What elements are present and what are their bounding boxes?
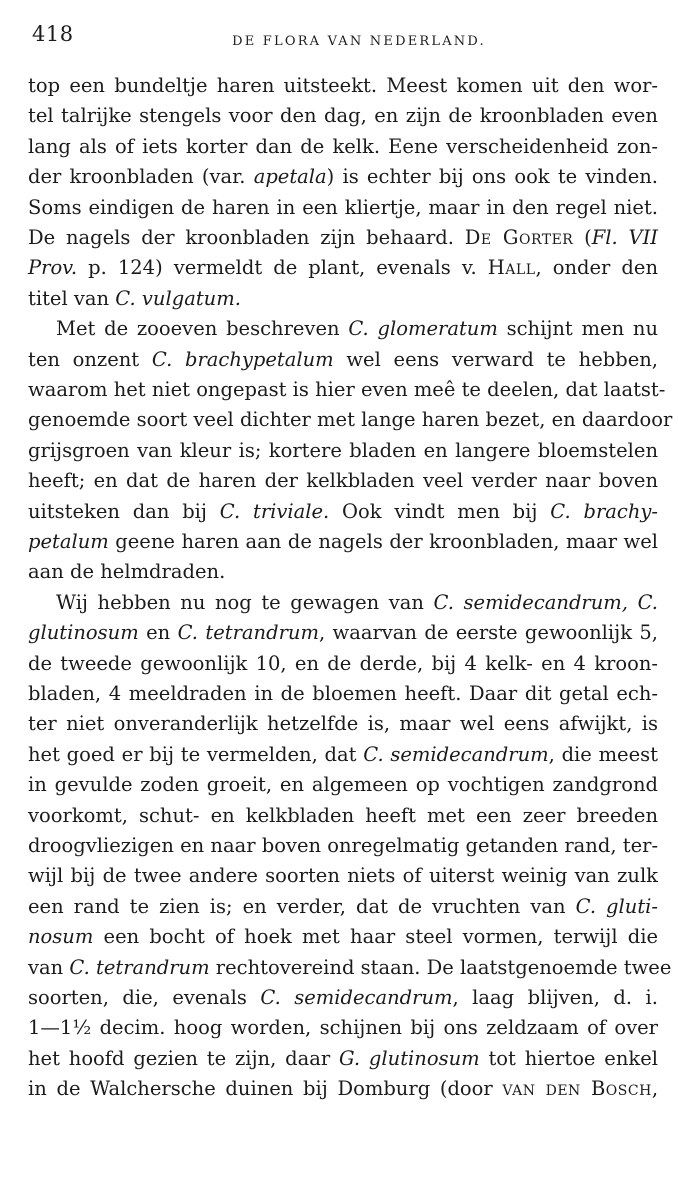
italic-text: C. tetrandrum [177, 621, 319, 645]
italic-text: C. brachy- [550, 499, 658, 523]
text-line [28, 437, 658, 465]
text-segment: lang als of iets korter dan de kelk. Eene verscheidenheid zon- [28, 134, 658, 158]
text-segment: het goed er bij te vermelden, dat [28, 742, 364, 766]
text-line [28, 893, 658, 921]
text-segment: De nagels der kroonbladen zijn behaard. [28, 226, 465, 249]
text-segment: aan de helmdraden. [28, 560, 226, 584]
italic-text: C. brachypetalum [151, 347, 334, 371]
text-line [28, 406, 673, 434]
text-line [28, 102, 658, 130]
text-segment: tot hiertoe enkel [479, 1046, 658, 1070]
text-segment: Met de zooeven beschreven [56, 317, 349, 341]
text-segment: wel eens verward te hebben, [333, 347, 659, 371]
text-segment: genoemde soort veel dichter met lange haren bezet, en daardoor [28, 408, 673, 432]
text-segment: waarom het niet ongepast is hier even meê te deelen, dat laatst- [28, 378, 666, 401]
page-header [28, 22, 650, 52]
italic-text: Prov. [28, 256, 78, 280]
running-title: DE FLORA VAN NEDERLAND. [232, 34, 486, 49]
text-line [28, 224, 658, 252]
text-segment: p. 124) vermeldt de plant, evenals v. [77, 256, 488, 280]
text-line [28, 346, 658, 374]
italic-text: C. semidecandrum [260, 986, 453, 1009]
text-segment: een bocht of hoek met haar steel vormen, terwijl die [93, 925, 658, 949]
text-segment: en [138, 621, 178, 645]
text-segment: ter niet onveranderlijk hetzelfde is, maar wel eens afwijkt, is [28, 712, 658, 736]
text-segment: Ook vindt men bij [329, 499, 551, 523]
text-line [56, 589, 658, 617]
text-segment: soorten, die, evenals [28, 986, 261, 1009]
italic-text: C. semidecandrum, C. [433, 590, 658, 614]
text-segment: uitsteken dan bij [28, 499, 220, 523]
text-line [28, 802, 658, 830]
italic-text: C. gluti- [575, 894, 659, 918]
text-segment: der kroonbladen (var. [28, 165, 254, 189]
text-line [28, 528, 658, 556]
small-caps-text: De Gorter [464, 226, 574, 249]
text-line [28, 862, 658, 890]
text-line [28, 923, 658, 951]
italic-text: Fl. VII [591, 226, 658, 249]
small-caps-text: van den Bosch [502, 1077, 652, 1101]
text-segment: , waarvan de eerste gewoonlijk 5, [318, 621, 658, 645]
text-segment: 1—1½ decim. hoog worden, schijnen bij ons zeldzaam of over [28, 1016, 658, 1040]
text-segment: grijsgroen van kleur is; kortere bladen en langere bloemstelen [28, 438, 658, 462]
text-line [28, 954, 672, 982]
text-line [56, 315, 658, 343]
text-segment: rechtovereind staan. De laatstgenoemde twee [209, 955, 672, 979]
text-line [28, 984, 658, 1012]
text-segment: ten onzent [28, 347, 152, 371]
italic-text: petalum [28, 530, 109, 553]
italic-text: C. glomeratum [348, 317, 498, 341]
text-segment: in gevulde zoden groeit, en algemeen op vochtigen zandgrond [28, 773, 658, 797]
text-segment: , laag blijven, d. i. [452, 986, 658, 1009]
text-segment: , onder den [535, 256, 659, 280]
text-segment: ) is echter bij ons ook te vinden. [326, 165, 658, 189]
text-segment: in de Walchersche duinen bij Domburg (door [28, 1077, 503, 1101]
text-line [28, 1075, 658, 1103]
text-line [28, 133, 658, 161]
italic-text: C. tetrandrum [69, 955, 210, 979]
text-line [28, 498, 658, 526]
text-line [28, 680, 658, 708]
text-line [28, 285, 658, 313]
text-segment: de tweede gewoonlijk 10, en de derde, bij 4 kelk- en 4 kroon- [28, 651, 658, 675]
text-segment: , [651, 1077, 659, 1101]
text-segment: schijnt men nu [497, 317, 659, 341]
text-segment: Wij hebben nu nog te gewagen van [56, 590, 434, 614]
italic-text: C. triviale. [219, 499, 330, 523]
small-caps-text: Hall [487, 256, 536, 280]
italic-text: C. semidecandrum [363, 742, 549, 766]
text-line [28, 467, 658, 495]
text-segment: wijl bij de twee andere soorten niets of uiterst weinig van zulk [28, 864, 658, 888]
italic-text: apetala [253, 165, 327, 189]
text-segment: droogvliezigen en naar boven onregelmatig getanden rand, ter- [28, 834, 659, 857]
text-segment: het hoofd gezien te zijn, daar [28, 1046, 340, 1070]
italic-text: glutinosum [28, 621, 139, 645]
italic-text: G. glutinosum [339, 1046, 480, 1070]
text-line [28, 771, 658, 799]
text-line [28, 650, 658, 678]
page-number: 418 [32, 22, 74, 46]
text-segment: tel talrijke stengels voor den dag, en zijn de kroonbladen even [28, 104, 658, 128]
text-segment: top een bundeltje haren uitsteekt. Meest komen uit den wor- [28, 74, 658, 97]
text-segment: van [28, 955, 70, 979]
text-segment: ( [573, 226, 592, 249]
text-line [28, 619, 658, 647]
text-segment: Soms eindigen de haren in een kliertje, maar in den regel niet. [28, 195, 658, 219]
text-line [28, 1045, 658, 1073]
text-segment: bladen, 4 meeldraden in de bloemen heeft. Daar dit getal ech- [28, 682, 658, 705]
text-line [28, 558, 658, 586]
text-line [28, 72, 658, 100]
text-segment: voorkomt, schut- en kelkbladen heeft met een zeer breeden [28, 803, 658, 827]
text-segment: heeft; en dat de haren der kelkbladen veel verder naar boven [28, 469, 658, 493]
text-line [28, 741, 658, 769]
text-line [28, 163, 658, 191]
text-segment: , die meest [548, 742, 658, 766]
text-line [28, 254, 658, 282]
italic-text: nosum [28, 925, 94, 949]
text-line [28, 194, 658, 222]
text-line [28, 1014, 658, 1042]
text-segment: geene haren aan de nagels der kroonbladen, maar wel [108, 530, 658, 553]
text-line [28, 710, 658, 738]
text-line [28, 376, 666, 404]
text-segment: een rand te zien is; en verder, dat de vruchten van [28, 894, 576, 918]
text-line [28, 832, 658, 860]
italic-text: C. vulgatum. [115, 286, 241, 310]
text-segment: titel van [28, 286, 116, 310]
